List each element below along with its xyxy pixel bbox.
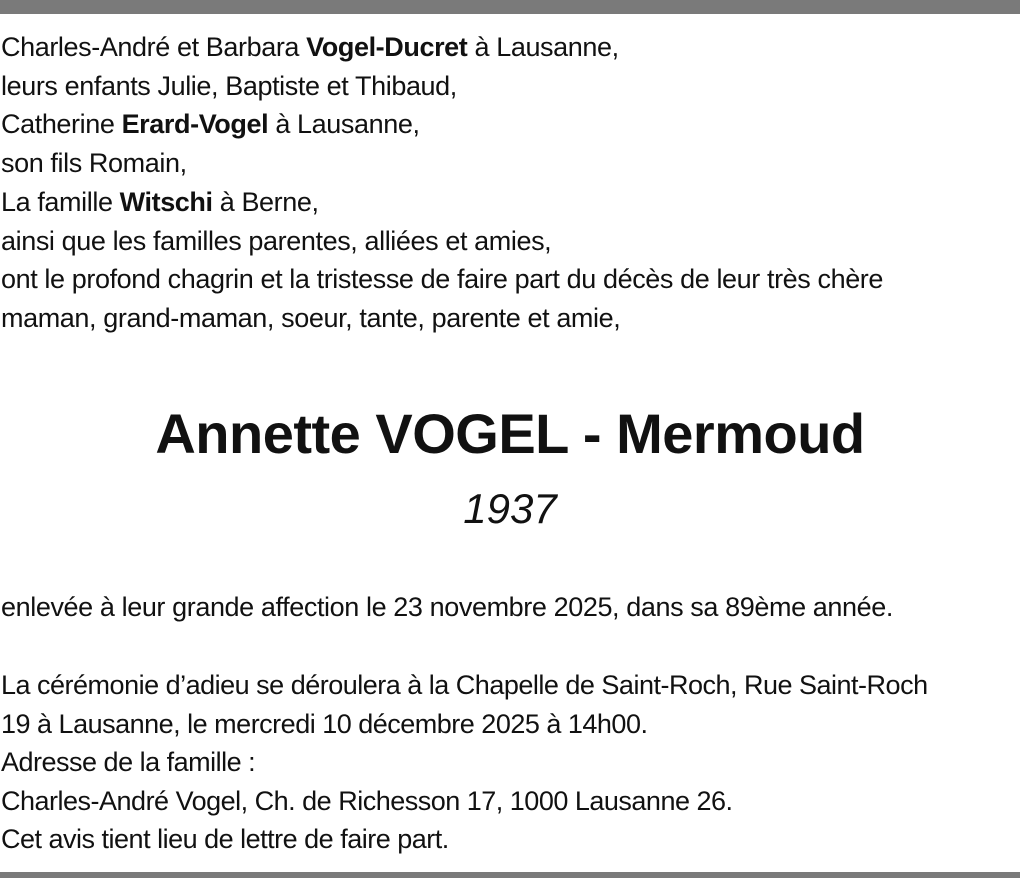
top-divider bbox=[0, 0, 1020, 14]
intro-line-5-post: à Berne, bbox=[212, 186, 319, 217]
bottom-divider bbox=[0, 872, 1020, 878]
ceremony-line-2: 19 à Lausanne, le mercredi 10 décembre 2025 à 14h00. bbox=[1, 708, 648, 739]
departure-notice: enlevée à leur grande affection le 23 novembre 2025, dans sa 89ème année. bbox=[1, 592, 893, 622]
intro-line-1 bbox=[1, 28, 1019, 67]
deceased-name: Annette VOGEL - Mermoud bbox=[155, 402, 865, 465]
closing-note: Cet avis tient lieu de lettre de faire part. bbox=[1, 824, 449, 854]
family-name-witschi: Witschi bbox=[119, 186, 213, 217]
ceremony-line-1: La cérémonie d’adieu se déroulera à la Chapelle de Saint-Roch, Rue Saint-Roch bbox=[1, 670, 928, 700]
intro-line-8: maman, grand-maman, soeur, tante, parente et amie, bbox=[1, 302, 621, 333]
intro-line-4: son fils Romain, bbox=[1, 148, 187, 179]
intro-line-6: ainsi que les familles parentes, alliées et amies, bbox=[1, 225, 552, 256]
intro-line-7: ont le profond chagrin et la tristesse de faire part du décès de leur très chère bbox=[1, 264, 884, 295]
intro-line-5 bbox=[1, 183, 1019, 222]
family-address-label: Adresse de la famille : bbox=[1, 747, 256, 777]
birth-year: 1937 bbox=[463, 485, 557, 532]
family-announcement bbox=[1, 28, 1019, 338]
intro-line-1-post: à Lausanne, bbox=[467, 32, 619, 62]
intro-line-2: leurs enfants Julie, Baptiste et Thibaud, bbox=[1, 70, 457, 101]
ceremony-details bbox=[1, 666, 1019, 859]
family-name-vogel-ducret: Vogel-Ducret bbox=[306, 32, 468, 62]
intro-line-1-pre: Charles-André et Barbara bbox=[1, 32, 307, 62]
intro-line-3-pre: Catherine bbox=[1, 109, 122, 140]
intro-line-5-pre: La famille bbox=[1, 186, 120, 217]
family-address: Charles-André Vogel, Ch. de Richesson 17, 1000 Lausanne 26. bbox=[1, 785, 733, 816]
intro-line-3 bbox=[1, 105, 1019, 144]
family-name-erard-vogel: Erard-Vogel bbox=[121, 109, 269, 140]
intro-line-3-post: à Lausanne, bbox=[268, 109, 420, 140]
